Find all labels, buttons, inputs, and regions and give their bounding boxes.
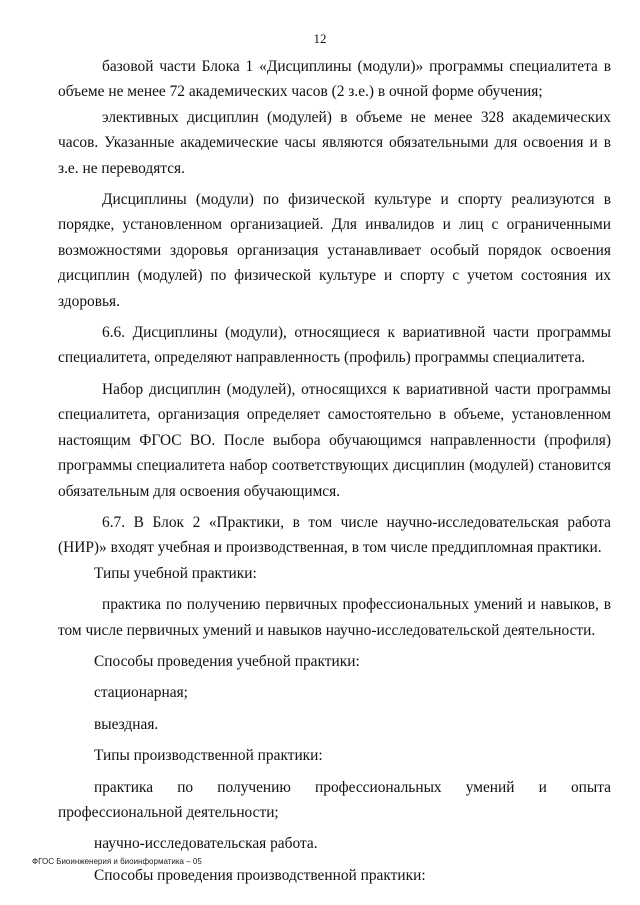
paragraph-6-7: 6.7. В Блок 2 «Практики, в том числе научно-исследовательская работа (НИР)» входят учебная и производственная, в том числе преддипломная практики.: [58, 513, 611, 557]
paragraph-research-work: научно-исследовательская работа.: [94, 835, 318, 853]
paragraph-elective: элективных дисциплин (модулей) в объеме не менее 328 академических часов. Указанные академические часы являются обязательными для освоения и в з.е. не переводятся.: [58, 108, 611, 177]
paragraph-field: выездная.: [94, 715, 159, 733]
paragraph-basic-part: базовой части Блока 1 «Дисциплины (модули)» программы специалитета в объеме не менее 72 академических часов (2 з.е.) в очной форме обучения;: [58, 58, 611, 101]
paragraph-educational-practice-methods: Способы проведения учебной практики:: [94, 652, 360, 670]
paragraph-physical-culture: Дисциплины (модули) по физической культуре и спорту реализуются в порядке, установленном организацией. Для инвалидов и лиц с ограниченными возможностями здоровья организация устанавливает особый порядок освоения дисциплин (модулей) по физической культуре и спорту с учетом состояния их здоровья.: [58, 191, 611, 310]
page-number: 12: [313, 31, 327, 46]
paragraph-educational-practice-types: Типы учебной практики:: [94, 564, 257, 582]
paragraph-stationary: стационарная;: [94, 684, 188, 702]
body-text: [58, 54, 611, 888]
paragraph-production-practice-methods: Способы проведения производственной практики:: [94, 866, 426, 884]
paragraph-6-6: 6.6. Дисциплины (модули), относящиеся к вариативной части программы специалитета, определяют направленность (профиль) программы специалитета.: [58, 324, 611, 367]
paragraph-primary-skills-practice: практика по получению первичных профессиональных умений и навыков, в том числе первичных умений и навыков научно-исследовательской деятельности.: [58, 596, 611, 639]
paragraph-variative-set: Набор дисциплин (модулей), относящихся к вариативной части программы специалитета, организация определяет самостоятельно в объеме, установленном настоящим ФГОС ВО. После выбора обучающимся направленности (профиля) программы специалитета набор соответствующих дисциплин (модулей) становится обязательным для освоения обучающимся.: [58, 380, 611, 500]
footer-label: ФГОС Биоинженерия и биоинформатика – 05: [32, 857, 202, 866]
paragraph-professional-skills-practice: практика по получению профессиональных умений и опыта профессиональной деятельности;: [58, 778, 611, 821]
paragraph-production-practice-types: Типы производственной практики:: [94, 747, 323, 765]
